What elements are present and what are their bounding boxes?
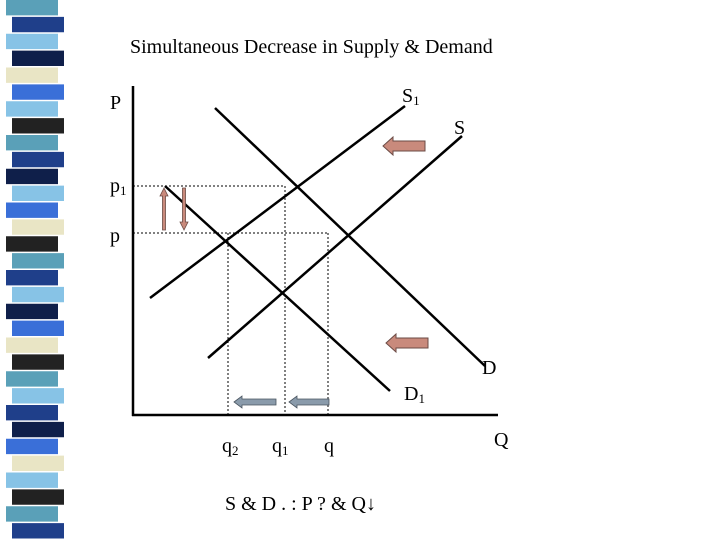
price-down-arrow-icon [180, 188, 188, 230]
slide-title: Simultaneous Decrease in Supply & Demand [130, 36, 493, 58]
y-axis-label: P [110, 92, 122, 114]
conclusion-caption: S & D . : P ? & Q↓ [225, 493, 376, 515]
demand-shift-left-arrow-icon [386, 334, 428, 352]
demand-curve-d1 [165, 186, 390, 391]
quantity-label-q: q [324, 435, 334, 457]
quantity-left-arrow-icon [234, 396, 276, 408]
price-up-arrow-icon [160, 188, 168, 230]
price-label-p1: $p_1$ [110, 175, 127, 198]
supply-shift-left-arrow-icon [383, 137, 425, 155]
curve-label-d: D [482, 357, 497, 379]
curve-label-s1: $S_1$ [402, 85, 420, 108]
quantity-label-q2: $q_2$ [222, 435, 239, 458]
curve-label-d1: $D_1$ [404, 383, 425, 406]
supply-curve-s1 [150, 106, 405, 298]
x-axis-label: Q [494, 429, 509, 451]
price-label-p: p [110, 225, 120, 247]
curve-label-s: S [454, 117, 466, 139]
supply-curve-s [208, 136, 462, 358]
quantity-label-q1: $q_1$ [272, 435, 289, 458]
quantity-left-arrow-icon [289, 396, 329, 408]
